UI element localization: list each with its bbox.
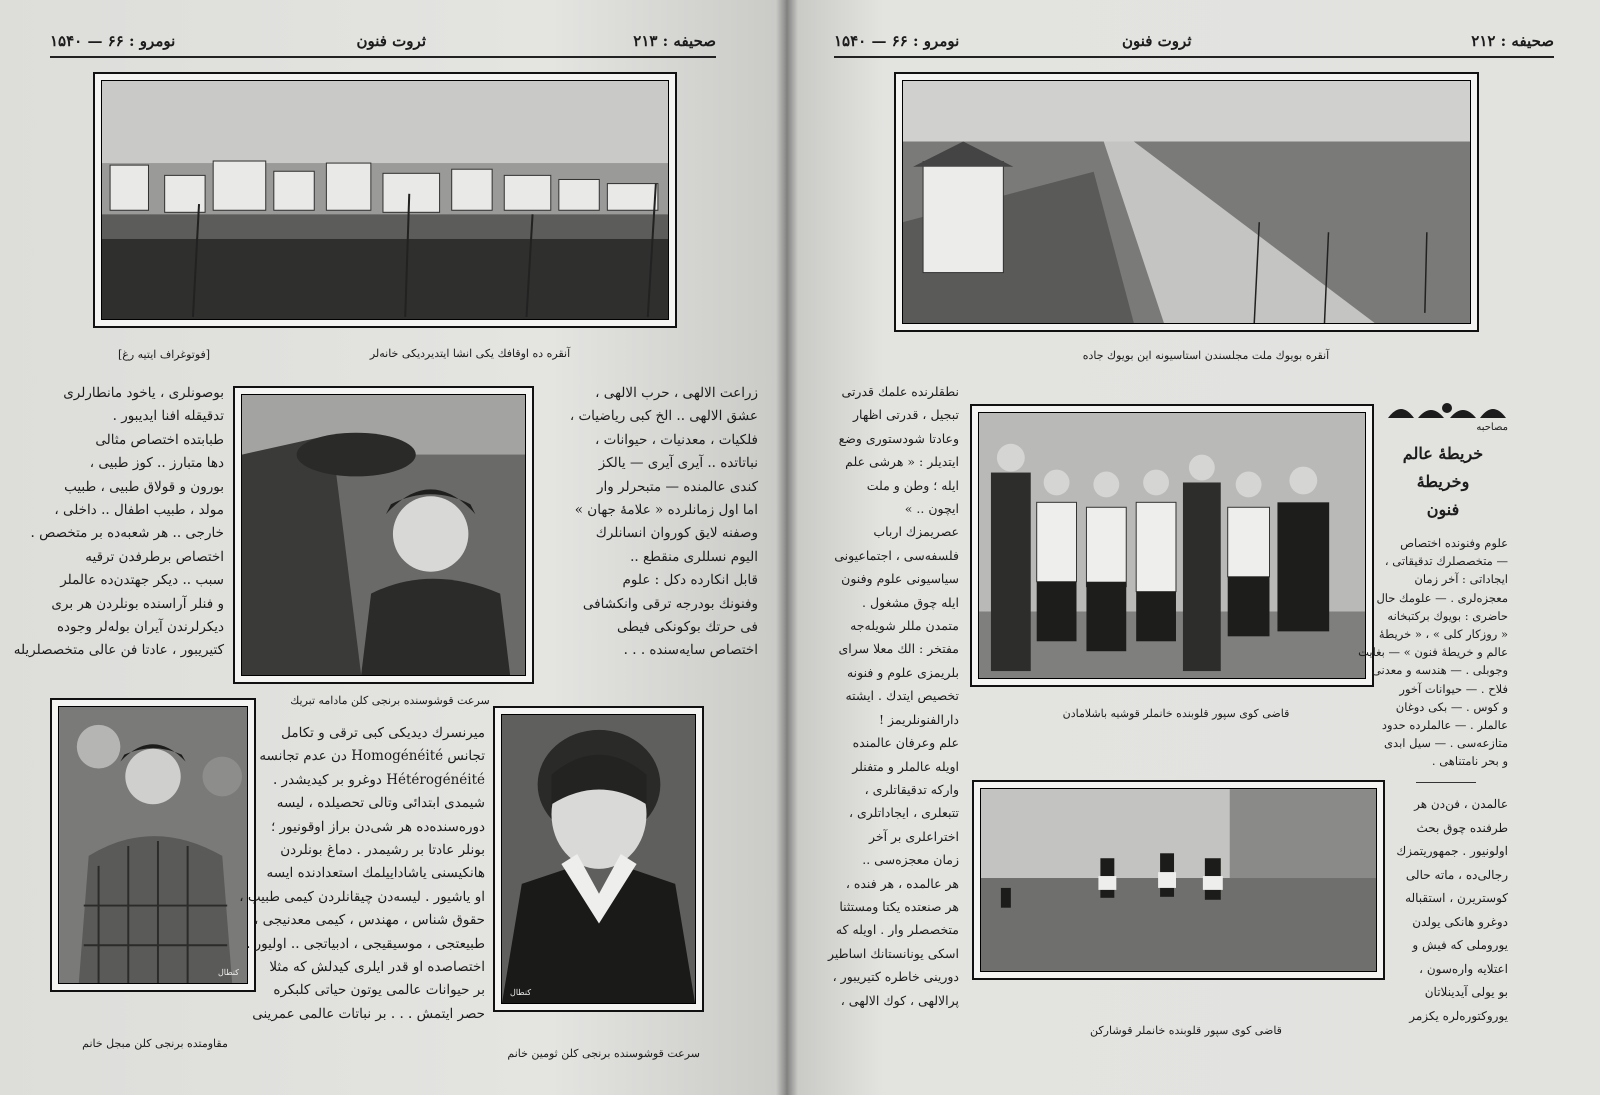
text-line: حقوق شناس ، مهندس ، کیمی معدنیجی ، (254, 912, 485, 929)
text-line: اختصاصده او قدر ایلری کیدلش که مثلا (269, 959, 485, 976)
text-line: عالمدن ، فن‌دن هر (1414, 797, 1508, 811)
speed-winner-image (502, 715, 695, 1003)
text-line: شیمدی ابتدائی وتالی تحصیلده ، لیسه (276, 795, 485, 812)
text-line: رجالی‌ده ، ماته حالی (1405, 867, 1508, 882)
text-line: اویله عالملر و متفنلر (852, 758, 959, 774)
sidebar-title (1378, 440, 1508, 524)
text-line: کتیریبور ، عادتا فن عالی متخصصلریله (13, 642, 224, 659)
text-line: بو یولی آیدینلاتان (1424, 985, 1508, 999)
text-line: عالملر . — عالملرده حدود (1381, 718, 1508, 733)
photo-women-running (972, 780, 1385, 980)
text-line: یوروملی که فیش و (1412, 938, 1508, 952)
photo-women-before-race (970, 404, 1374, 687)
women-before-race-image (979, 413, 1365, 678)
text-line: سیاسیونی علوم وفنون (841, 571, 959, 587)
text-line: دها متبارز .. کوز طبیی ، (89, 455, 224, 472)
text-line: فلکیات ، معدنیات ، حیوانات ، (594, 431, 758, 448)
text-line: اختصاص برطرفدن ترقیه (85, 548, 224, 565)
text-line: فی حرتك بوکونکی فیطی (617, 619, 758, 636)
sidebar-title-line1: خریطهٔ عالم وخریطهٔ (1402, 444, 1484, 491)
text-line: دارالفنونلریمز ! (878, 711, 959, 727)
text-line: کوستریرن ، استقباله (1405, 891, 1508, 905)
sidebar-summary (1358, 534, 1508, 774)
text-line: علوم وفنونده اختصاص (1400, 536, 1508, 550)
sidebar-text (1378, 793, 1508, 1043)
right-issue-number: نومرو : ۶۶ — ۱۵۴۰ (834, 32, 960, 50)
left-issue-number: نومرو : ۶۶ — ۱۵۴۰ (50, 32, 176, 50)
text-line: طرفنده چوق بحث (1416, 820, 1508, 835)
left-page (0, 0, 786, 1095)
text-line: زراعت الالهی ، حرب الالهی ، (595, 385, 758, 401)
text-line: ایله چوق مشغول . (862, 594, 959, 610)
text-line: اعتلایه واره‌سون ، (1419, 961, 1508, 976)
text-line: نباتاتده .. آیری آیری — یالکز (598, 455, 758, 472)
text-line: نطقلرنده علمك قدرتی (841, 384, 959, 399)
text-line: اختصاص سایه‌سنده . . . (623, 642, 758, 659)
photo-speed-winner (493, 706, 704, 1012)
text-line: دیکرلرندن آیران بوله‌لر وجوده (56, 619, 224, 636)
sidebar-divider (1416, 782, 1476, 783)
text-line: و بحر نامتناهی . (1431, 754, 1508, 769)
text-line: عصریمزك ارباب (873, 524, 959, 540)
text-line: مفتخر : الك معلا سرای (838, 641, 959, 657)
text-line: تبجیل ، قدرتی اظهار (852, 407, 959, 423)
text-line: هانکیسنی یاشاداییلمك استعدادنده ایسه (266, 865, 485, 882)
text-line: الیوم نسللری منقطع .. (630, 548, 758, 565)
text-line: تجانس Homogénéité دن عدم تجانسه (259, 748, 485, 765)
text-line: دوغرو هانکی یولدن (1412, 914, 1508, 929)
text-line: پرالالهی ، کوك الالهی ، (840, 992, 959, 1008)
text-line: اما اول زمانلرده « علامهٔ جهان » (574, 502, 758, 519)
text-line: بونلر عادتا بر رشیمدر . دماغ بونلردن (280, 842, 485, 859)
text-line: علم وعرفان عالمنده (852, 735, 959, 751)
text-line: هر صنعتده یکتا ومستثنا (839, 898, 959, 914)
text-line: Hétérogénéité دوغرو بر کیدیشدر . (272, 771, 485, 788)
right-page (786, 0, 1600, 1095)
text-line: هر عالمده ، هر فنده ، (845, 875, 959, 891)
text-line: اختراعلری بر آخر (868, 828, 959, 844)
text-line: مولد ، طبیب اطفال .. داخلی ، (54, 502, 224, 519)
caption-speed-winner: سرعت قوشوسنده برنجی کلن ثومین خانم (507, 1047, 700, 1060)
text-line: بلریمزی علوم و فنونه (846, 664, 959, 680)
caption-congratulation: سرعت قوشوسنده برنجی کلن مادامه تبریك (290, 694, 490, 707)
text-line: تدقیقله افنا ایدیبور . (112, 408, 224, 425)
text-line: و کوس . — بکی دوغان (1395, 699, 1508, 714)
photo-ankara-road (894, 72, 1479, 332)
text-line: وفنونك بودرجه ترقی وانکشافی (582, 595, 758, 612)
left-page-header (50, 30, 716, 58)
text-line: سبب .. دیکر جهتدن‌ده عالملر (60, 572, 224, 589)
text-line: یوروکتوره‌لره یکزمر (1409, 1008, 1508, 1023)
text-line: عالم و خریطهٔ فنون » — بغایت (1358, 645, 1508, 660)
photo-signature: کنطال (510, 988, 532, 997)
text-column-right (545, 382, 758, 687)
photo-endurance-winner (50, 698, 256, 992)
text-line: و فنلر آراسنده بونلردن هر بری (51, 595, 224, 612)
text-line: وعادتا شودستوری وضع (838, 430, 959, 446)
text-line: کندی عالمنده — متبحرلر وار (596, 478, 758, 495)
text-line: حصر ایتمش . . . بر نباتات عالمی عمرینی (252, 1005, 485, 1022)
text-line: ایجاداتی : آخر زمان (1414, 572, 1508, 587)
endurance-winner-image (59, 707, 247, 983)
road-image (903, 81, 1470, 323)
text-line: متمدن مللر شویله‌جه (850, 618, 959, 634)
text-line: اولونیور . جمهوریتمزك (1396, 844, 1508, 858)
text-line: دوره‌سنده‌ده هر شی‌دن براز اوقونیور ؛ (270, 818, 485, 835)
text-line: بر حیوانات عالمی یوتون حیاتی کلبکره (273, 982, 485, 999)
text-column-left (13, 382, 224, 672)
text-line: وصفنه لایق کوروان انسانلرك (595, 525, 758, 542)
text-line: فلسفه‌سی ، اجتماعیونی (834, 547, 959, 563)
text-line: زمان معجزه‌سی .. (862, 852, 959, 868)
text-line: وجوبلی . — هندسه و معدنی (1371, 663, 1508, 678)
right-page-header (834, 30, 1554, 58)
text-line: وارکه تدقیقاتلری ، (864, 781, 959, 797)
caption-women-running: قاضی کوی سپور قلوبنده خانملر قوشارکن (1090, 1024, 1282, 1037)
photo-ankara-houses (93, 72, 677, 328)
text-line: طبیعتجی ، موسیقیجی ، ادبیاتجی .. اولیور . (246, 935, 485, 952)
ornament-icon (1386, 398, 1508, 420)
text-line: ایتدیلر : « هرشی علم (845, 454, 959, 470)
sidebar-title-line2: فنون (1426, 500, 1460, 519)
sidebar-label: مصاحبه (1476, 422, 1508, 433)
women-running-image (981, 789, 1376, 971)
text-line: متخصصلر وار . اویله که (835, 922, 959, 938)
text-line: ایله ؛ وطن و ملت (866, 477, 959, 493)
photo-credit: [فوتوغراف ایتیه رغ] (118, 348, 211, 361)
text-line: میرنسرك دیدیکی کبی ترقی و تکامل (281, 725, 485, 741)
text-line: خارجی .. هر شعبه‌ده بر متخصص . (30, 525, 224, 542)
right-magazine-title: ثروت فنون (1122, 32, 1192, 50)
text-column-main (827, 380, 959, 1030)
text-line: ایچون .. » (904, 501, 959, 517)
left-page-number: صحیفه : ۲۱۳ (633, 32, 716, 50)
text-line: اسکی یونانستانك اساطیر (827, 945, 959, 961)
photo-congratulation (233, 386, 534, 684)
caption-ankara-houses: آنقره ده اوقافك یکی انشا ایتدیردیکی خانه‌لر (369, 347, 571, 360)
text-line: دورینی خاطره کتیریبور ، (832, 969, 959, 985)
text-line: « روزکار کلی » ، « خریطهٔ (1378, 627, 1508, 642)
text-line: — متخصصلرك تدقیقاتی ، (1384, 554, 1508, 569)
text-line: بوصونلری ، یاخود مانطارلری (63, 385, 224, 401)
text-line: طبابتده اختصاص مثالی (95, 431, 224, 448)
left-magazine-title: ثروت فنون (356, 32, 426, 50)
congratulation-image (242, 395, 525, 675)
text-line: بورون و قولاق طبیی ، طبیب (64, 478, 224, 495)
text-line: فلاح . — حیوانات آخور (1399, 681, 1508, 696)
text-line: قابل انکارده دکل : علوم (622, 572, 758, 589)
book-gutter (776, 0, 798, 1095)
text-line: حاضری : بویوك برکتبخانه (1387, 608, 1508, 623)
right-page-number: صحیفه : ۲۱۲ (1471, 32, 1554, 50)
text-line: او یاشیور . لیسه‌دن چیقانلردن کیمی طبیب ، (239, 888, 485, 905)
photo-signature: کنطال (217, 968, 239, 977)
text-column-bottom (239, 722, 485, 1040)
houses-image (102, 81, 668, 319)
text-line: متازعه‌سی . — سیل ابدی (1384, 736, 1508, 751)
text-line: عشق الالهی .. الخ کبی ریاضیات ، (569, 408, 758, 425)
caption-ankara-road: آنقره بویوك ملت مجلسندن استاسیونه این بویوك جاده (1082, 349, 1330, 362)
caption-endurance-winner: مقاومتده برنجی کلن مبجل خانم (82, 1037, 228, 1050)
text-line: تتبعلری ، ایجاداتلری ، (848, 805, 959, 821)
text-line: تخصیص ایتدك . ایشته (845, 688, 959, 704)
caption-women-before-race: قاضی کوی سپور قلوبنده خانملر قوشیه باشلامادن (1062, 707, 1290, 720)
text-line: معجزه‌لری . — علومك حال (1376, 590, 1508, 605)
